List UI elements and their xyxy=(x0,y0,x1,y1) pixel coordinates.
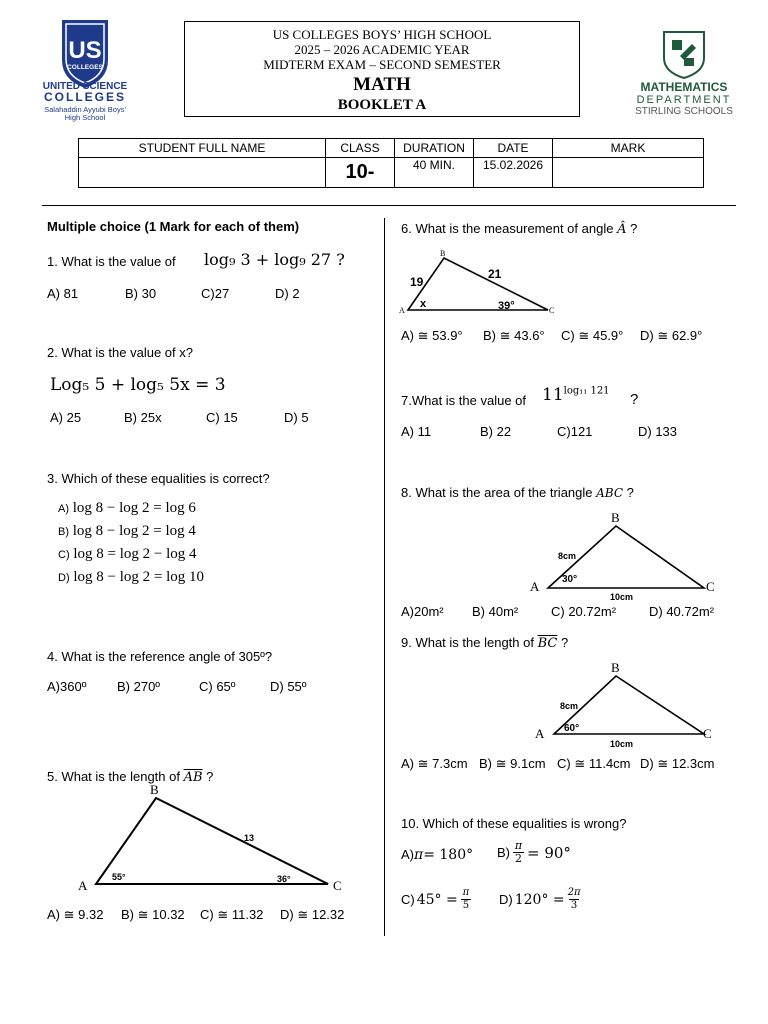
q6-angle-a: x xyxy=(420,298,427,310)
q9-triangle-figure xyxy=(526,658,726,752)
logo-line4: High School xyxy=(64,113,106,122)
q5-vertex-b: B xyxy=(150,782,159,797)
logo-line2: COLLEGES xyxy=(43,90,127,104)
q1-option-a[interactable]: A) 81 xyxy=(47,286,79,301)
q9-option-b[interactable]: B) ≅ 9.1cm xyxy=(479,756,546,771)
q10-a-label: A) xyxy=(401,847,414,862)
q6-question xyxy=(401,221,637,237)
q8-text: 8. What is the area of the triangle xyxy=(401,485,593,500)
q3-d-eq: log 8 − log 2 = log 10 xyxy=(73,569,205,585)
duration-value: 40 MIN. xyxy=(395,158,474,188)
q9-side-ab: 8cm xyxy=(560,701,579,711)
booklet: BOOKLET A xyxy=(337,97,427,113)
q10-option-c[interactable] xyxy=(401,887,471,912)
q10-d-lhs: 120° = xyxy=(514,891,565,908)
q2-option-c[interactable]: C) 15 xyxy=(206,410,238,425)
q3-option-d[interactable] xyxy=(58,569,204,586)
q2-option-a[interactable]: A) 25 xyxy=(50,410,82,425)
dept-line3: STIRLING SCHOOLS xyxy=(635,106,733,117)
header-duration: DURATION xyxy=(395,139,474,158)
q10-b-label: B) xyxy=(497,845,510,860)
q8-option-a[interactable]: A)20m² xyxy=(401,604,444,619)
exam-name: MIDTERM EXAM – SECOND SEMESTER xyxy=(263,57,501,72)
q10-d-den: 3 xyxy=(570,900,578,911)
q10-option-d[interactable] xyxy=(499,887,581,912)
q7-text: 7.What is the value of xyxy=(401,393,527,408)
q5-option-b[interactable]: B) ≅ 10.32 xyxy=(121,907,185,922)
q5-angle-c: 36° xyxy=(277,874,291,884)
q9-tail: ? xyxy=(557,635,569,650)
q9-vertex-a: A xyxy=(535,726,545,741)
q3-b-eq: log 8 − log 2 = log 4 xyxy=(72,523,196,539)
q6-vertex-c: C xyxy=(549,306,555,315)
q8-side-ab: 8cm xyxy=(558,551,577,561)
q4-text: 4. What is the reference angle of 305º? xyxy=(47,649,273,664)
logo-emblem-sub: COLLEGES xyxy=(67,64,103,71)
q9-angle-a: 60° xyxy=(564,723,580,734)
q8-option-c[interactable]: C) 20.72m² xyxy=(551,604,617,619)
q9-option-d[interactable]: D) ≅ 12.3cm xyxy=(640,756,715,771)
exam-title-box xyxy=(184,21,580,117)
q6-side-bc: 21 xyxy=(488,267,502,281)
student-info-table xyxy=(78,138,704,188)
q10-b-den: 2 xyxy=(515,852,522,865)
q5-segment: $\overline{AB}$ xyxy=(183,770,203,785)
class-field[interactable]: 10- xyxy=(326,158,395,188)
q5-option-a[interactable]: A) ≅ 9.32 xyxy=(47,907,104,922)
divider-vertical xyxy=(384,218,385,936)
q3-c-eq: log 8 = log 2 − log 4 xyxy=(73,546,197,562)
dept-line1: MATHEMATICS xyxy=(640,80,728,94)
q9-segment: $\overline{BC}$ xyxy=(537,636,558,651)
q7-tail: ? xyxy=(630,391,639,408)
q10-c-den: 5 xyxy=(462,900,470,911)
q6-option-b[interactable]: B) ≅ 43.6° xyxy=(483,328,545,343)
q8-vertex-c: C xyxy=(706,579,715,594)
q8-tail: ? xyxy=(623,485,634,500)
q5-option-d[interactable]: D) ≅ 12.32 xyxy=(280,907,345,922)
mark-field[interactable] xyxy=(553,158,704,188)
q1-option-b[interactable]: B) 30 xyxy=(125,286,157,301)
q6-vertex-b: B xyxy=(440,249,446,258)
q5-tail: ? xyxy=(202,769,214,784)
q6-side-ab: 19 xyxy=(410,275,424,289)
q3-d-label: D) xyxy=(58,572,70,584)
header-class: CLASS xyxy=(326,139,395,158)
q6-angle-symbol: Â xyxy=(617,222,627,237)
q8-triangle-figure xyxy=(526,508,726,604)
header-name: STUDENT FULL NAME xyxy=(79,139,326,158)
q5-option-c[interactable]: C) ≅ 11.32 xyxy=(200,907,264,922)
q6-vertex-a: A xyxy=(399,306,405,315)
q7-option-d[interactable]: D) 133 xyxy=(638,424,678,439)
logo-line3: Salahaddin Ayyubi Boys' xyxy=(44,105,126,114)
q4-option-b[interactable]: B) 270º xyxy=(117,679,161,694)
q1-expression: log₉ 3 + log₉ 27 ? xyxy=(204,250,345,269)
q10-c-fraction xyxy=(461,887,471,912)
q3-a-label: A) xyxy=(58,503,69,515)
q2-option-b[interactable]: B) 25x xyxy=(124,410,162,425)
q10-d-label: D) xyxy=(499,892,513,907)
q3-option-b[interactable] xyxy=(58,523,196,540)
q6-option-c[interactable]: C) ≅ 45.9° xyxy=(561,328,624,343)
q4-option-a[interactable]: A)360º xyxy=(47,679,87,694)
q5-vertex-c: C xyxy=(333,878,342,893)
dept-line2: DEPARTMENT xyxy=(636,94,732,106)
q5-triangle-figure xyxy=(72,780,352,895)
q5-vertex-a: A xyxy=(78,878,88,893)
q8-angle-a: 30° xyxy=(562,574,578,585)
q9-vertex-b: B xyxy=(611,660,620,675)
q9-question xyxy=(401,635,568,651)
q6-option-a[interactable]: A) ≅ 53.9° xyxy=(401,328,463,343)
q6-text: 6. What is the measurement of angle xyxy=(401,221,614,236)
q2-expression: Log₅ 5 + log₅ 5x = 3 xyxy=(50,375,226,395)
q6-tail: ? xyxy=(626,221,638,236)
q8-side-ac: 10cm xyxy=(610,592,634,602)
q9-vertex-c: C xyxy=(703,726,712,741)
q10-a-rhs: = 180° xyxy=(423,847,474,863)
math-department-logo xyxy=(620,28,748,118)
divider-horizontal xyxy=(42,205,736,206)
school-logo xyxy=(30,18,140,123)
q10-c-num: π xyxy=(462,887,470,898)
q5-text: 5. What is the length of xyxy=(47,769,180,784)
header-date: DATE xyxy=(474,139,553,158)
q6-angle-c: 39° xyxy=(498,300,515,312)
q5-side-label: 13 xyxy=(244,833,255,843)
q6-option-d[interactable]: D) ≅ 62.9° xyxy=(640,328,703,343)
q10-c-label: C) xyxy=(401,892,415,907)
q1-text: 1. What is the value of xyxy=(47,254,176,269)
q7-base: 11 xyxy=(542,385,564,405)
subject: MATH xyxy=(353,74,411,95)
q10-b-rhs: = 90° xyxy=(527,843,571,862)
q10-option-b[interactable] xyxy=(497,840,571,865)
q3-text: 3. Which of these equalities is correct? xyxy=(47,471,270,486)
q7-option-a[interactable]: A) 11 xyxy=(401,424,432,439)
q3-c-label: C) xyxy=(58,549,70,561)
student-name-field[interactable] xyxy=(79,158,326,188)
q1-option-c[interactable]: C)27 xyxy=(201,286,230,301)
q10-text: 10. Which of these equalities is wrong? xyxy=(401,816,627,831)
q8-question xyxy=(401,485,634,500)
q10-c-lhs: 45° = xyxy=(416,891,458,908)
q10-a-lhs: π xyxy=(414,847,424,863)
date-value: 15.02.2026 xyxy=(474,158,553,188)
q7-option-b[interactable]: B) 22 xyxy=(480,424,512,439)
q9-option-c[interactable]: C) ≅ 11.4cm xyxy=(557,756,631,771)
q8-triangle-name: ABC xyxy=(596,486,624,500)
q2-option-d[interactable]: D) 5 xyxy=(284,410,309,425)
logo-emblem-text: US xyxy=(68,37,102,64)
q10-option-a[interactable] xyxy=(401,847,473,863)
q3-option-a[interactable] xyxy=(58,500,196,517)
q3-b-label: B) xyxy=(58,526,69,538)
q3-a-eq: log 8 − log 2 = log 6 xyxy=(72,500,196,516)
school-name: US COLLEGES BOYS’ HIGH SCHOOL xyxy=(272,27,492,42)
q10-d-fraction xyxy=(568,887,581,912)
q8-option-d[interactable]: D) 40.72m² xyxy=(649,604,715,619)
q2-text: 2. What is the value of x? xyxy=(47,345,193,360)
q8-vertex-b: B xyxy=(611,510,620,525)
academic-year: 2025 – 2026 ACADEMIC YEAR xyxy=(294,42,470,57)
q5-angle-a: 55° xyxy=(112,872,126,882)
header-mark: MARK xyxy=(553,139,704,158)
q7-option-c[interactable]: C)121 xyxy=(557,424,593,439)
q4-option-d[interactable]: D) 55º xyxy=(270,679,307,694)
q9-option-a[interactable]: A) ≅ 7.3cm xyxy=(401,756,468,771)
q8-option-b[interactable]: B) 40m² xyxy=(472,604,519,619)
q10-b-fraction xyxy=(513,840,524,865)
q6-triangle-figure xyxy=(396,248,566,318)
q9-side-ac: 10cm xyxy=(610,739,634,749)
q9-text: 9. What is the length of xyxy=(401,635,534,650)
q3-option-c[interactable] xyxy=(58,546,197,563)
q8-vertex-a: A xyxy=(530,579,540,594)
logo-line1: UNITED SCIENCE xyxy=(42,81,128,92)
q10-b-num: π xyxy=(514,839,523,852)
q7-exponent: log₁₁ 121 xyxy=(563,385,610,397)
q7-expression xyxy=(542,385,610,405)
q1-option-d[interactable]: D) 2 xyxy=(275,286,300,301)
q4-option-c[interactable]: C) 65º xyxy=(199,679,236,694)
section-title: Multiple choice (1 Mark for each of them) xyxy=(47,219,300,234)
q10-d-num: 2π xyxy=(567,887,581,898)
